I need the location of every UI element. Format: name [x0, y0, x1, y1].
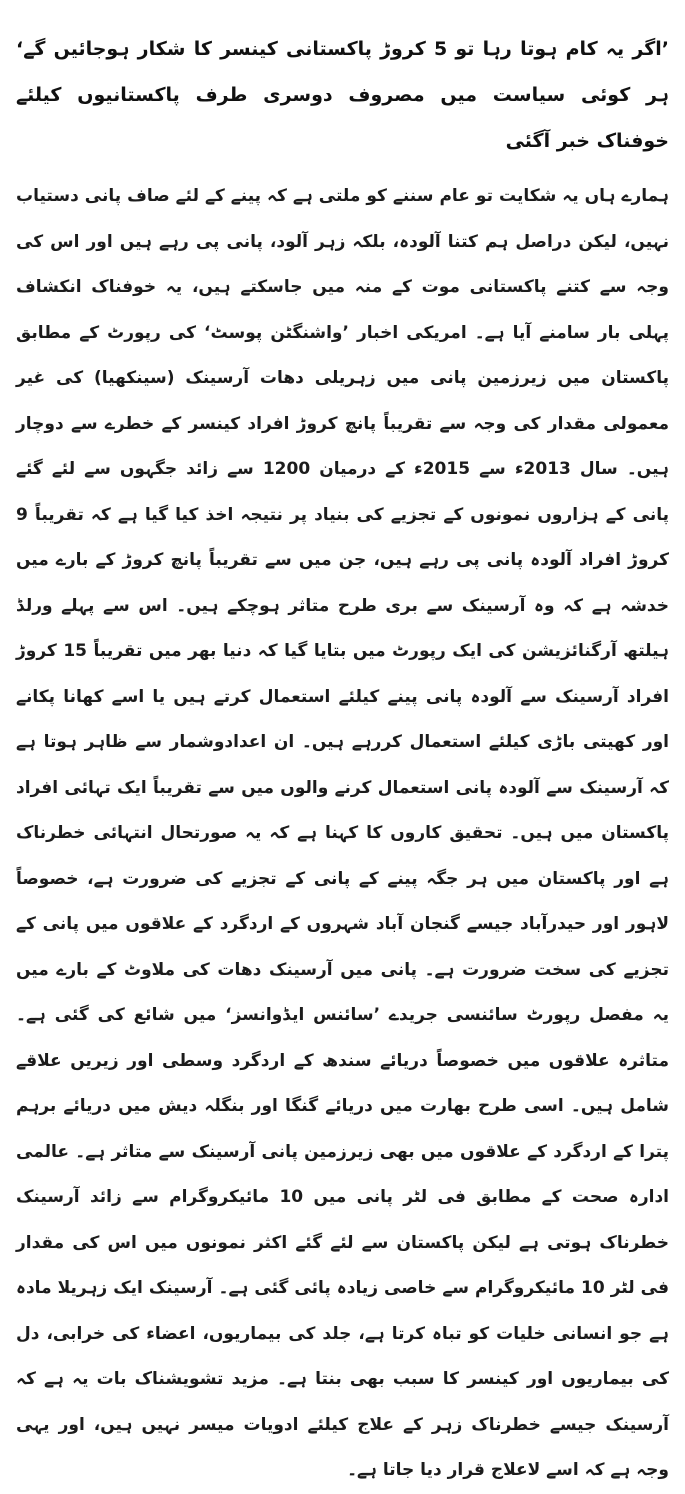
article-body: ہمارے ہاں یہ شکایت تو عام سننے کو ملتی ہے کہ پینے کے لئے صاف پانی دستیاب نہیں، لیکن دراصل ہم کتنا آلودہ، بلکہ زہر آلود، پانی پی رہے ہیں اور اس کی وجہ سے کتنے پاکستانی موت کے منہ میں جاسکتے ہیں، یہ خوفناک انکشاف پہلی بار سامنے آیا ہے۔ امریکی اخبار ’واشنگٹن پوسٹ‘ کی رپورٹ کے مطابق پاکستان میں زیرزمین پانی میں زہریلی دھات آرسینک (سینکھیا) کی غیر معمولی مقدار کی وجہ سے تقریباً پانچ کروڑ افراد کینسر کے خطرے سے دوچار ہیں۔ سال 2013ء سے 2015ء کے درمیان 1200 سے زائد جگہوں سے لئے گئے پانی کے ہزاروں نمونوں کے تجزیے کی بنیاد پر نتیجہ اخذ کیا گیا ہے کہ تقریباً 9 کروڑ افراد آلودہ پانی پی رہے ہیں، جن میں سے تقریباً پانچ کروڑ کے بارے میں خدشہ ہے کہ وہ آرسینک سے بری طرح متاثر ہوچکے ہیں۔ اس سے پہلے ورلڈ ہیلتھ آرگنائزیشن کی ایک رپورٹ میں بتایا گیا کہ دنیا بھر میں تقریباً 15 کروڑ افراد آرسینک سے آلودہ پانی پینے کیلئے استعمال کرتے ہیں یا اسے کھانا پکانے اور کھیتی باڑی کیلئے استعمال کررہے ہیں۔ ان اعدادوشمار سے ظاہر ہوتا ہے کہ آرسینک سے آلودہ پانی استعمال کرنے والوں میں سے تقریباً ایک تہائی افراد پاکستان میں ہیں۔ تحقیق کاروں کا کہنا ہے کہ یہ صورتحال انتہائی خطرناک ہے اور پاکستان میں ہر جگہ پینے کے پانی کے تجزیے کی ضرورت ہے، خصوصاً لاہور اور حیدرآباد جیسے گنجان آباد شہروں کے اردگرد کے علاقوں میں پانی کے تجزیے کی سخت ضرورت ہے۔ پانی میں آرسینک دھات کی ملاوٹ کے بارے میں یہ مفصل رپورٹ سائنسی جریدے ’سائنس ایڈوانسز‘ میں شائع کی گئی ہے۔ متاثرہ علاقوں میں خصوصاً دریائے سندھ کے اردگرد وسطی اور زیریں علاقے شامل ہیں۔ اسی طرح بھارت میں دریائے گنگا اور بنگلہ دیش میں دریائے برہم پترا کے اردگرد کے علاقوں میں بھی زیرزمین پانی آرسینک سے متاثر ہے۔ عالمی ادارہ صحت کے مطابق فی لٹر پانی میں 10 مائیکروگرام سے زائد آرسینک خطرناک ہوتی ہے لیکن پاکستان سے لئے گئے اکثر نمونوں میں اس کی مقدار فی لٹر 10 مائیکروگرام سے خاصی زیادہ پائی گئی ہے۔ آرسینک ایک زہریلا مادہ ہے جو انسانی خلیات کو تباہ کرتا ہے، جلد کی بیماریوں، اعضاء کی خرابی، دل کی بیماریوں اور کینسر کا سبب بھی بنتا ہے۔ مزید تشویشناک بات یہ ہے کہ آرسینک جیسے خطرناک زہر کے علاج کیلئے ادویات میسر نہیں ہیں، اور یہی وجہ ہے کہ اسے لاعلاج قرار دیا جاتا ہے۔: [16, 186, 670, 1480]
article-headline: ’اگر یہ کام ہوتا رہا تو 5 کروڑ پاکستانی کینسر کا شکار ہوجائیں گے‘ ہر کوئی سیاست میں مصروف دوسری طرف پاکستانیوں کیلئے خوفناک خبر آگئی: [16, 38, 669, 152]
